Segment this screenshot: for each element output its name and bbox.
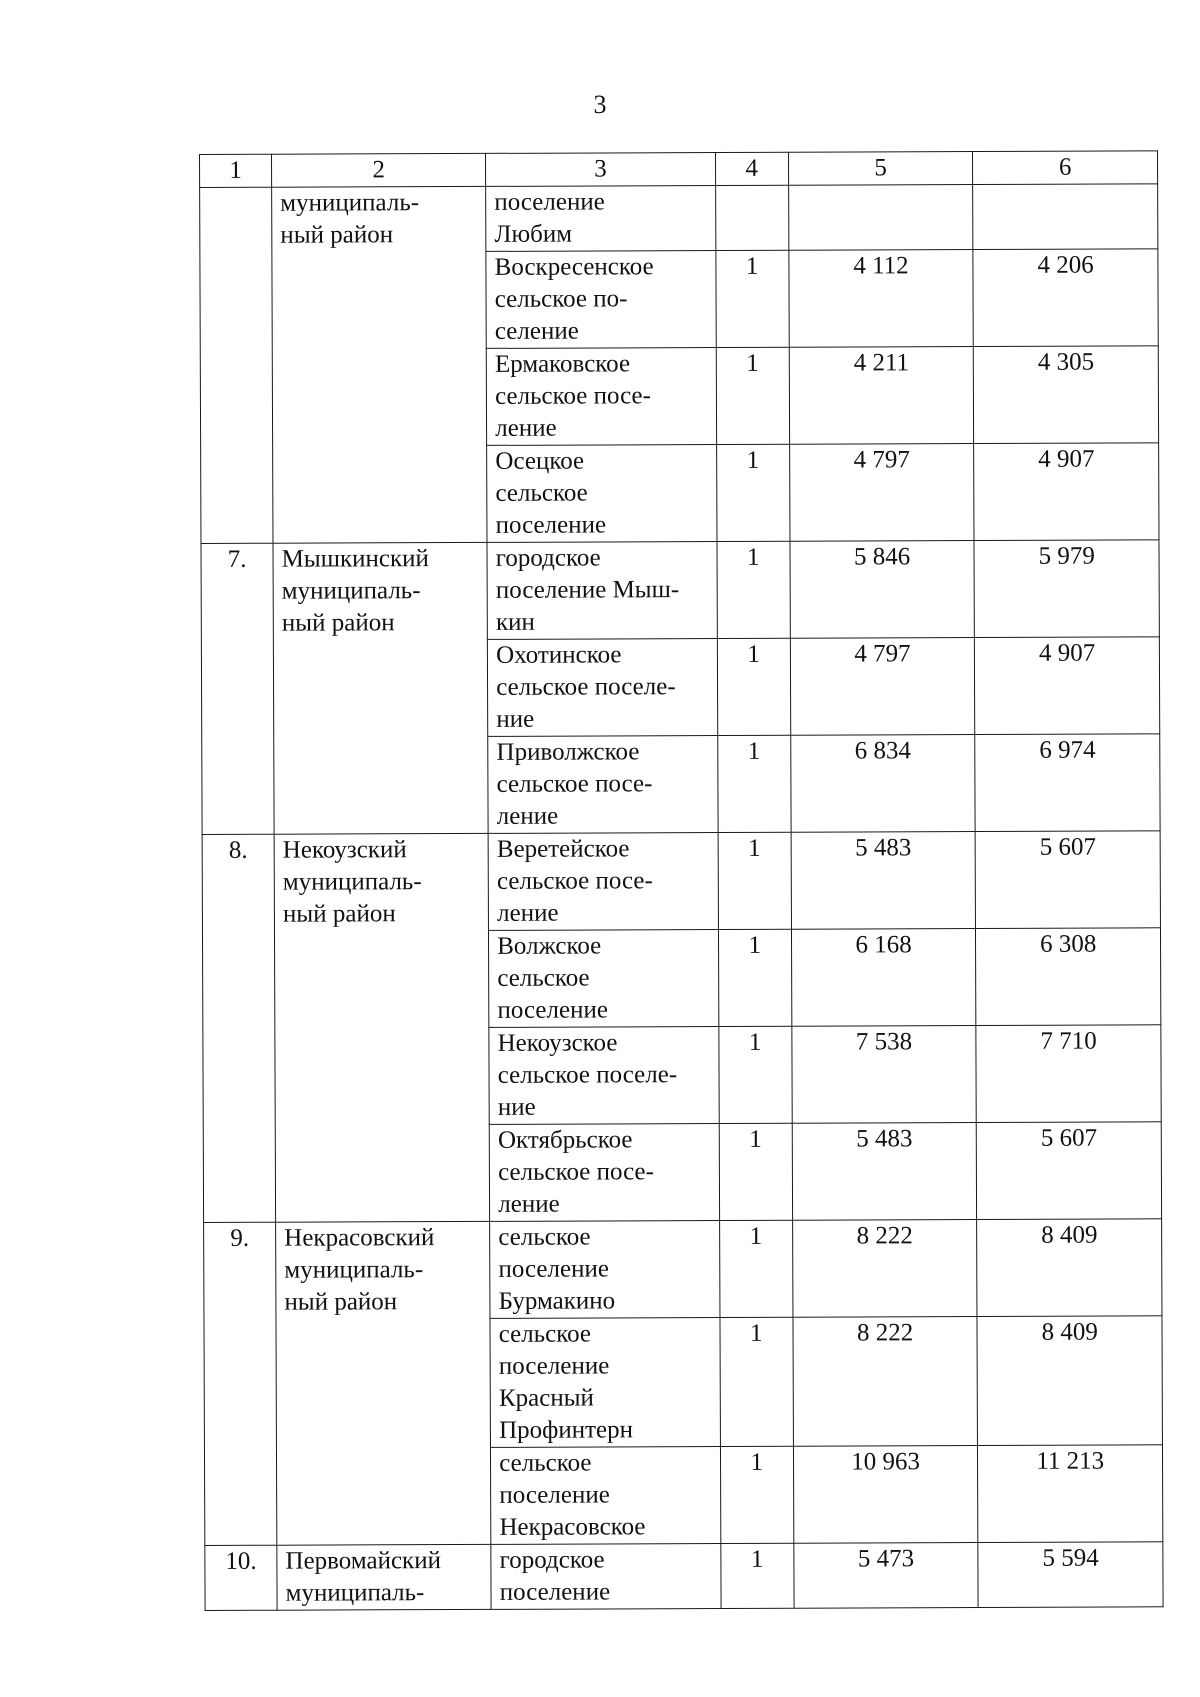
cell-line: сельское поселе- (497, 1061, 678, 1089)
col5-cell: 7 538 (792, 1026, 977, 1124)
col5-cell: 4 112 (789, 250, 974, 348)
cell-line: ние (496, 705, 535, 733)
col4-cell: 1 (718, 832, 792, 929)
cell-line: поселение (498, 1352, 610, 1380)
cell-line: Некоузское (497, 1029, 618, 1057)
col6-cell: 4 907 (975, 637, 1160, 735)
col6-cell: 4 206 (973, 249, 1158, 347)
col5-cell: 6 834 (791, 735, 976, 833)
cell-line: сельское (495, 479, 588, 507)
cell-line: сельское посе- (495, 382, 651, 410)
cell-line: сельское поселе- (496, 673, 676, 701)
cell-line: сельское (498, 1223, 591, 1251)
cell-line: сельское посе- (496, 867, 653, 895)
col6-cell: 5 607 (977, 1122, 1162, 1220)
row-number-cell: 8. (202, 834, 276, 1222)
settlement-cell (489, 1027, 719, 1125)
col6-cell: 4 907 (974, 443, 1159, 541)
cell-line: ный район (282, 900, 396, 928)
row-number-cell: 10. (205, 1545, 277, 1610)
cell-line: сельское посе- (496, 770, 653, 798)
cell-line: Мышкинский (281, 545, 429, 573)
col4-cell: 1 (720, 1317, 794, 1446)
cell-line: ление (498, 1190, 560, 1218)
col5-cell: 6 168 (791, 929, 976, 1027)
row-number-cell (200, 187, 273, 543)
table-row (205, 1542, 1163, 1611)
cell-line: Приволжское (496, 738, 640, 766)
cell-line: ление (496, 802, 559, 830)
cell-line: поселение (494, 188, 605, 216)
col4-cell: 1 (715, 250, 789, 347)
cell-line: Воскресенское (494, 253, 654, 281)
settlement-cell (486, 251, 716, 349)
cell-line: поселение Мыш- (495, 576, 680, 604)
settlement-cell (489, 930, 719, 1028)
district-cell (276, 1221, 491, 1545)
allocation-table (199, 150, 1164, 1611)
col4-cell: 1 (717, 735, 791, 832)
col4-cell: 1 (716, 444, 790, 541)
col4-cell (715, 185, 788, 250)
col6-cell: 8 409 (977, 1316, 1162, 1446)
cell-line: поселение (495, 511, 607, 539)
district-cell (273, 542, 488, 834)
col5-cell: 5 473 (794, 1543, 979, 1609)
cell-line: Первомайский (285, 1547, 441, 1575)
col6-cell: 5 594 (978, 1542, 1163, 1608)
col6-cell: 6 974 (975, 734, 1160, 832)
table-row (204, 1219, 1162, 1320)
cell-line: Октябрьское (497, 1126, 633, 1154)
col5-cell (788, 185, 973, 251)
cell-line: Профинтерн (499, 1416, 634, 1444)
settlement-cell (487, 445, 717, 543)
district-cell (277, 1544, 491, 1610)
cell-line: поселение (499, 1481, 610, 1509)
cell-line: ный район (284, 1288, 398, 1316)
header-cell-6: 6 (973, 151, 1158, 185)
cell-line: Охотинское (496, 641, 622, 669)
cell-line: городское (495, 544, 601, 572)
cell-line: Бурмакино (498, 1287, 616, 1315)
cell-line: ный район (280, 221, 394, 249)
table-row (202, 831, 1160, 932)
settlement-cell (491, 1544, 721, 1610)
cell-line: Красный (498, 1384, 594, 1412)
cell-line: Осецкое (495, 447, 585, 475)
cell-line: поселение (499, 1578, 611, 1606)
cell-line: сельское (499, 1449, 592, 1477)
cell-line: ние (497, 1093, 536, 1121)
header-cell-5: 5 (788, 152, 973, 186)
cell-line: ный район (281, 609, 395, 637)
col4-cell: 1 (717, 541, 791, 638)
col4-cell: 1 (716, 347, 790, 444)
col5-cell: 4 211 (789, 347, 974, 445)
col6-cell: 7 710 (976, 1025, 1161, 1123)
cell-line: Ермаковское (494, 350, 631, 378)
cell-line: Веретейское (496, 835, 630, 863)
cell-line: сельское (498, 1320, 592, 1348)
col6-cell: 8 409 (977, 1219, 1162, 1317)
cell-line: муниципаль- (280, 189, 420, 217)
settlement-cell (487, 542, 717, 640)
settlement-cell (491, 1447, 721, 1545)
col6-cell (973, 184, 1158, 250)
cell-line: сельское (497, 964, 590, 992)
cell-line: муниципаль- (285, 1579, 425, 1607)
col4-cell: 1 (719, 1220, 793, 1317)
cell-line: Волжское (497, 932, 602, 960)
col6-cell: 5 607 (975, 831, 1160, 929)
cell-line: поселение (497, 996, 608, 1024)
cell-line: муниципаль- (282, 868, 422, 896)
cell-line: Некоузский (282, 836, 407, 864)
cell-line: ление (495, 414, 557, 442)
settlement-cell (488, 639, 718, 737)
table-header-row (200, 151, 1158, 188)
table-row (200, 184, 1158, 253)
header-cell-2: 2 (272, 153, 486, 187)
col4-cell: 1 (717, 638, 791, 735)
col6-cell: 5 979 (974, 540, 1159, 638)
cell-line: муниципаль- (281, 577, 421, 605)
header-cell-3: 3 (486, 153, 716, 187)
cell-line: Любим (494, 220, 573, 248)
col5-cell: 4 797 (790, 638, 975, 736)
col5-cell: 8 222 (792, 1220, 977, 1318)
cell-line: ление (497, 899, 559, 927)
header-cell-4: 4 (715, 152, 788, 185)
col4-cell: 1 (719, 1123, 793, 1220)
district-cell (272, 186, 487, 543)
table-body (200, 151, 1164, 1611)
cell-line: поселение (498, 1255, 609, 1283)
cell-line: городское (499, 1546, 605, 1574)
col6-cell: 11 213 (978, 1445, 1163, 1543)
col4-cell: 1 (720, 1446, 794, 1543)
cell-line: селение (494, 317, 579, 345)
cell-line: кин (495, 608, 535, 636)
settlement-cell (486, 348, 716, 446)
settlement-cell (488, 736, 718, 834)
cell-line: сельское посе- (498, 1158, 654, 1186)
col5-cell: 10 963 (793, 1446, 978, 1544)
settlement-cell (486, 186, 716, 252)
col5-cell: 5 483 (791, 832, 976, 930)
cell-line: муниципаль- (284, 1256, 424, 1284)
col4-cell: 1 (720, 1543, 793, 1608)
row-number-cell: 9. (204, 1222, 277, 1545)
settlement-cell (490, 1221, 720, 1319)
header-cell-1: 1 (200, 154, 272, 187)
col4-cell: 1 (718, 1026, 792, 1123)
settlement-cell (490, 1318, 720, 1448)
page-number: 3 (593, 90, 607, 119)
cell-line: Некрасовское (499, 1513, 646, 1541)
col5-cell: 8 222 (793, 1317, 978, 1447)
cell-line: сельское по- (494, 285, 628, 313)
settlement-cell (488, 833, 718, 931)
col5-cell: 5 483 (792, 1123, 977, 1221)
cell-line: Некрасовский (284, 1224, 435, 1252)
col4-cell: 1 (718, 929, 792, 1026)
settlement-cell (489, 1124, 719, 1222)
col6-cell: 6 308 (976, 928, 1161, 1026)
col6-cell: 4 305 (974, 346, 1159, 444)
row-number-cell: 7. (201, 543, 274, 834)
col5-cell: 5 846 (790, 541, 975, 639)
district-cell (274, 833, 490, 1222)
col5-cell: 4 797 (789, 444, 974, 542)
table-row (201, 540, 1159, 641)
